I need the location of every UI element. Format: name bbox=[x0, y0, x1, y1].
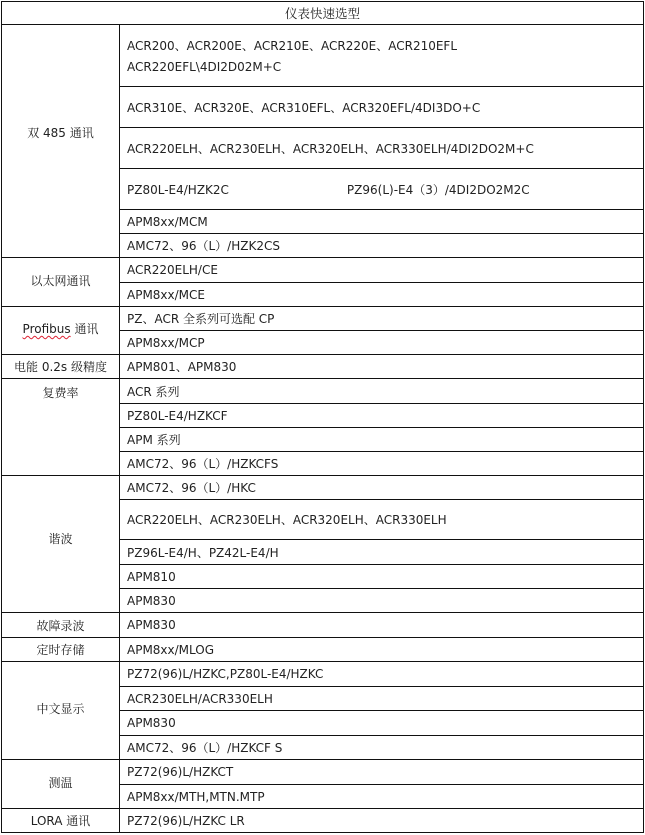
category-label: 中文显示 bbox=[36, 702, 85, 716]
category-chinese-display bbox=[2, 662, 120, 760]
table-title: 仪表快速选型 bbox=[2, 2, 644, 25]
category-label: 故障录波 bbox=[36, 618, 85, 633]
table-row bbox=[2, 25, 644, 87]
model-cell: APM801、APM830 bbox=[120, 355, 644, 379]
model-cell: ACR 系列 bbox=[120, 379, 644, 404]
category-label bbox=[23, 320, 99, 337]
category-temperature bbox=[2, 760, 120, 809]
table-row bbox=[2, 760, 644, 785]
category-label: LORA 通讯 bbox=[30, 814, 91, 828]
model-cell: ACR230ELH/ACR330ELH bbox=[120, 687, 644, 711]
model-text: PZ96(L)-E4（3）/4DI2DO2M2C bbox=[346, 182, 530, 197]
model-cell: APM830 bbox=[120, 613, 644, 638]
category-label-suffix: 通讯 bbox=[70, 322, 99, 336]
category-dual-485 bbox=[2, 25, 120, 258]
model-cell: PZ72(96)L/HZKC,PZ80L-E4/HZKC bbox=[120, 662, 644, 687]
model-text: ACR220EFL\4DI2D02M+C bbox=[127, 60, 282, 74]
category-ethernet bbox=[2, 258, 120, 307]
model-cell: AMC72、96（L）/HZK2CS bbox=[120, 234, 644, 258]
model-cell: AMC72、96（L）/HZKCFS bbox=[120, 452, 644, 476]
model-cell: PZ72(96)L/HZKC LR bbox=[120, 809, 644, 833]
model-cell: APM810 bbox=[120, 565, 644, 589]
model-cell: APM8xx/MCM bbox=[120, 210, 644, 234]
model-cell bbox=[120, 169, 644, 210]
table-title-row bbox=[2, 2, 644, 25]
category-fault-recording bbox=[2, 613, 120, 638]
model-cell: APM8xx/MCE bbox=[120, 283, 644, 307]
model-cell: PZ、ACR 全系列可选配 CP bbox=[120, 307, 644, 331]
model-cell: ACR220ELH、ACR230ELH、ACR320ELH、ACR330ELH bbox=[120, 500, 644, 540]
model-text: PZ80L-E4/HZK2C bbox=[127, 182, 229, 197]
category-multi-rate bbox=[2, 379, 120, 476]
category-timed-storage bbox=[2, 638, 120, 662]
category-label: 双 485 通讯 bbox=[27, 125, 94, 140]
model-cell: APM 系列 bbox=[120, 428, 644, 452]
table-row bbox=[2, 258, 644, 283]
category-label: 定时存储 bbox=[36, 643, 85, 657]
model-cell bbox=[120, 25, 644, 87]
table-row bbox=[2, 809, 644, 833]
model-cell: APM8xx/MLOG bbox=[120, 638, 644, 662]
table-row bbox=[2, 662, 644, 687]
category-label: 电能 0.2s 级精度 bbox=[14, 360, 107, 374]
model-cell: APM830 bbox=[120, 711, 644, 736]
category-lora bbox=[2, 809, 120, 833]
table-row bbox=[2, 307, 644, 331]
category-harmonics bbox=[2, 476, 120, 613]
category-accuracy bbox=[2, 355, 120, 379]
model-cell: AMC72、96（L）/HKC bbox=[120, 476, 644, 500]
model-cell: ACR220ELH/CE bbox=[120, 258, 644, 283]
meter-selection-table bbox=[1, 1, 644, 833]
model-cell: PZ72(96)L/HZKCT bbox=[120, 760, 644, 785]
category-label: 测温 bbox=[48, 775, 73, 790]
model-cell: ACR220ELH、ACR230ELH、ACR320ELH、ACR330ELH/4DI2DO2M+C bbox=[120, 128, 644, 169]
table-row bbox=[2, 613, 644, 638]
table-row bbox=[2, 379, 644, 404]
table-row bbox=[2, 638, 644, 662]
model-text: ACR200、ACR200E、ACR210E、ACR220E、ACR210EFL bbox=[127, 39, 458, 53]
model-cell: APM830 bbox=[120, 589, 644, 613]
table-row bbox=[2, 355, 644, 379]
category-label: 以太网通讯 bbox=[30, 273, 91, 288]
model-cell: PZ80L-E4/HZKCF bbox=[120, 404, 644, 428]
model-cell: AMC72、96（L）/HZKCF S bbox=[120, 736, 644, 760]
category-label-prefix: Profibus bbox=[22, 322, 71, 336]
category-label: 谐波 bbox=[48, 531, 73, 546]
model-cell: APM8xx/MTH,MTN.MTP bbox=[120, 785, 644, 809]
category-label: 复费率 bbox=[42, 386, 79, 400]
model-cell: ACR310E、ACR320E、ACR310EFL、ACR320EFL/4DI3DO+C bbox=[120, 87, 644, 128]
model-cell: PZ96L-E4/H、PZ42L-E4/H bbox=[120, 540, 644, 565]
category-profibus bbox=[2, 307, 120, 355]
table-row bbox=[2, 476, 644, 500]
model-cell: APM8xx/MCP bbox=[120, 331, 644, 355]
